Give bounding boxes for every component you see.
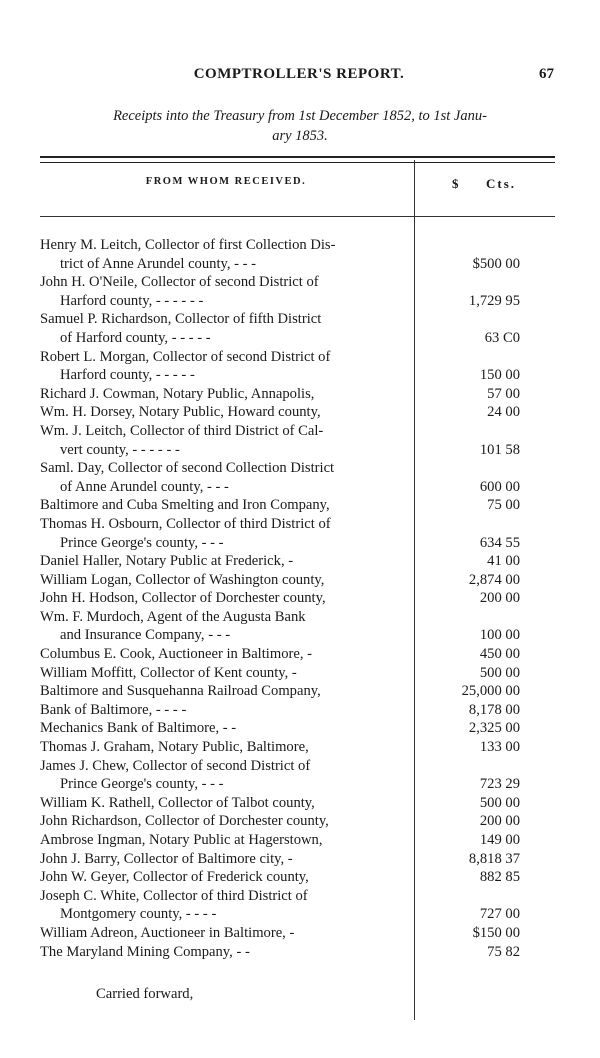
receipt-entry bbox=[40, 385, 555, 404]
receipt-amount: 150 00 bbox=[479, 367, 520, 384]
receipt-amount: 600 00 bbox=[479, 478, 520, 495]
receipt-payer bbox=[40, 552, 412, 571]
receipt-entry bbox=[40, 459, 555, 496]
payer-line: Daniel Haller, Notary Public at Frederick, - bbox=[40, 553, 294, 570]
receipt-entry bbox=[40, 738, 555, 757]
page-header bbox=[40, 66, 558, 90]
receipt-amount: 500 00 bbox=[479, 664, 520, 681]
receipt-entry bbox=[40, 571, 555, 590]
receipt-amount: 25,000 00 bbox=[461, 683, 520, 700]
payer-line: Wm. J. Leitch, Collector of third District of Cal- bbox=[40, 422, 324, 439]
receipt-payer bbox=[40, 496, 412, 515]
payer-line: Saml. Day, Collector of second Collection District bbox=[40, 460, 335, 477]
receipt-entry bbox=[40, 850, 555, 869]
caption-line-1: Receipts into the Treasury from 1st December 1852, to 1st Janu- bbox=[113, 108, 487, 124]
payer-line: Henry M. Leitch, Collector of first Collection Dis- bbox=[40, 237, 336, 253]
payer-line-continued: and Insurance Company, - - - bbox=[60, 627, 231, 644]
receipt-payer bbox=[40, 682, 412, 701]
receipt-payer bbox=[40, 738, 412, 757]
receipt-entry bbox=[40, 422, 555, 459]
receipt-payer bbox=[40, 403, 412, 422]
receipt-amount: 2,874 00 bbox=[468, 571, 520, 588]
receipt-entry bbox=[40, 757, 555, 794]
payer-line-continued: Harford county, - - - - - bbox=[60, 367, 195, 384]
payer-line: Joseph C. White, Collector of third District of bbox=[40, 887, 308, 904]
receipt-amount: 75 00 bbox=[487, 497, 520, 514]
payer-line: Samuel P. Richardson, Collector of fifth District bbox=[40, 311, 322, 328]
receipt-payer bbox=[40, 273, 412, 310]
receipt-amount: 450 00 bbox=[479, 646, 520, 663]
receipt-amount: 8,178 00 bbox=[468, 701, 520, 718]
receipt-amount: 63 C0 bbox=[484, 329, 520, 346]
payer-line: Ambrose Ingman, Notary Public at Hagerstown, bbox=[40, 832, 323, 848]
receipt-payer bbox=[40, 850, 412, 869]
receipt-amount: 634 55 bbox=[479, 534, 520, 551]
payer-line: William Adreon, Auctioneer in Baltimore, - bbox=[40, 924, 295, 941]
receipt-entry bbox=[40, 701, 555, 720]
receipt-payer bbox=[40, 831, 412, 850]
payer-line: John J. Barry, Collector of Baltimore city, - bbox=[40, 850, 293, 867]
payer-line: William Logan, Collector of Washington county, bbox=[40, 571, 325, 588]
payer-line-continued: Harford county, - - - - - - bbox=[60, 292, 204, 309]
receipt-amount: 8,818 37 bbox=[468, 850, 520, 867]
receipt-payer bbox=[40, 422, 412, 459]
payer-line: Wm. H. Dorsey, Notary Public, Howard county, bbox=[40, 404, 321, 421]
receipt-amount: 75 82 bbox=[487, 943, 520, 960]
receipt-amount: 41 00 bbox=[487, 553, 520, 570]
table-caption bbox=[40, 106, 560, 146]
receipt-amount: 24 00 bbox=[487, 404, 520, 421]
receipt-amount: 200 00 bbox=[479, 590, 520, 607]
receipt-amount: 1,729 95 bbox=[468, 292, 520, 309]
payer-line: Thomas J. Graham, Notary Public, Baltimore, bbox=[40, 739, 309, 756]
receipt-entry bbox=[40, 273, 555, 310]
receipt-entry bbox=[40, 552, 555, 571]
receipt-entry bbox=[40, 794, 555, 813]
receipt-payer bbox=[40, 236, 412, 273]
receipt-amount: 100 00 bbox=[479, 627, 520, 644]
payer-line: William Moffitt, Collector of Kent county, - bbox=[40, 664, 297, 681]
receipt-payer bbox=[40, 310, 412, 347]
payer-line: John H. Hodson, Collector of Dorchester county, bbox=[40, 590, 326, 607]
receipt-payer bbox=[40, 757, 412, 794]
payer-line: John H. O'Neile, Collector of second District of bbox=[40, 274, 319, 291]
receipt-entry bbox=[40, 236, 555, 273]
payer-line: Mechanics Bank of Baltimore, - - bbox=[40, 720, 237, 737]
receipt-entry bbox=[40, 515, 555, 552]
receipt-entry bbox=[40, 719, 555, 738]
receipt-entry bbox=[40, 608, 555, 645]
payer-line-continued: Prince George's county, - - - bbox=[60, 776, 224, 793]
payer-line: William K. Rathell, Collector of Talbot county, bbox=[40, 794, 315, 811]
receipt-payer bbox=[40, 385, 412, 404]
receipt-payer bbox=[40, 589, 412, 608]
receipt-entry bbox=[40, 831, 555, 850]
receipt-amount: 200 00 bbox=[479, 813, 520, 830]
receipts-list bbox=[40, 236, 555, 961]
receipt-entry bbox=[40, 868, 555, 887]
receipt-payer bbox=[40, 924, 412, 943]
receipt-entry bbox=[40, 348, 555, 385]
receipt-entry bbox=[40, 682, 555, 701]
receipt-entry bbox=[40, 403, 555, 422]
receipt-payer bbox=[40, 868, 412, 887]
receipt-payer bbox=[40, 348, 412, 385]
receipt-amount: 723 29 bbox=[479, 776, 520, 793]
payer-line-continued: trict of Anne Arundel county, - - - bbox=[60, 255, 257, 272]
receipt-amount: 882 85 bbox=[479, 869, 520, 886]
payer-line: Robert L. Morgan, Collector of second District of bbox=[40, 348, 331, 365]
receipt-entry bbox=[40, 310, 555, 347]
payer-line: John W. Geyer, Collector of Frederick county, bbox=[40, 869, 309, 886]
payer-line: Bank of Baltimore, - - - - bbox=[40, 701, 187, 718]
payer-line-continued: vert county, - - - - - - bbox=[60, 441, 180, 458]
receipt-entry bbox=[40, 589, 555, 608]
receipt-amount: 2,325 00 bbox=[468, 720, 520, 737]
payer-line: John Richardson, Collector of Dorchester county, bbox=[40, 813, 329, 830]
receipt-entry bbox=[40, 924, 555, 943]
payer-line: Baltimore and Susquehanna Railroad Company, bbox=[40, 683, 321, 700]
header-double-rule bbox=[40, 156, 555, 163]
receipt-amount: 133 00 bbox=[479, 739, 520, 756]
report-title: COMPTROLLER'S REPORT. bbox=[193, 66, 405, 82]
payer-line: Baltimore and Cuba Smelting and Iron Company, bbox=[40, 497, 330, 514]
caption-line-2: ary 1853. bbox=[272, 128, 328, 144]
receipt-payer bbox=[40, 719, 412, 738]
page-number: 67 bbox=[539, 66, 554, 82]
receipt-amount: 57 00 bbox=[487, 385, 520, 402]
payer-line-continued: Prince George's county, - - - bbox=[60, 534, 224, 551]
receipt-payer bbox=[40, 571, 412, 590]
receipt-payer bbox=[40, 943, 412, 962]
receipt-entry bbox=[40, 496, 555, 515]
receipt-payer bbox=[40, 812, 412, 831]
receipt-payer bbox=[40, 794, 412, 813]
payer-line-continued: of Anne Arundel county, - - - bbox=[60, 478, 229, 495]
receipt-entry bbox=[40, 645, 555, 664]
receipt-amount: 101 58 bbox=[479, 441, 520, 458]
column-header-cents: Cts. bbox=[486, 176, 517, 191]
receipt-payer bbox=[40, 608, 412, 645]
receipt-payer bbox=[40, 887, 412, 924]
payer-line: Wm. F. Murdoch, Agent of the Augusta Bank bbox=[40, 608, 306, 625]
receipt-entry bbox=[40, 812, 555, 831]
carried-forward-label: Carried forward, bbox=[96, 986, 194, 1002]
receipt-payer bbox=[40, 515, 412, 552]
payer-line: The Maryland Mining Company, - - bbox=[40, 943, 250, 960]
payer-line-continued: of Harford county, - - - - - bbox=[60, 329, 211, 346]
column-header-dollars: $ bbox=[452, 176, 461, 191]
receipt-amount: $500 00 bbox=[472, 255, 520, 272]
receipt-amount: 149 00 bbox=[479, 832, 520, 848]
receipt-payer bbox=[40, 459, 412, 496]
receipt-entry bbox=[40, 943, 555, 962]
header-bottom-rule bbox=[40, 216, 555, 217]
receipt-payer bbox=[40, 664, 412, 683]
receipt-amount: 727 00 bbox=[479, 906, 520, 923]
payer-line: Thomas H. Osbourn, Collector of third District of bbox=[40, 515, 331, 532]
column-header-from-whom: FROM WHOM RECEIVED. bbox=[145, 176, 307, 187]
payer-line: James J. Chew, Collector of second District of bbox=[40, 757, 311, 774]
receipt-amount: 500 00 bbox=[479, 794, 520, 811]
receipt-payer bbox=[40, 645, 412, 664]
receipt-payer bbox=[40, 701, 412, 720]
receipt-entry bbox=[40, 664, 555, 683]
payer-line: Columbus E. Cook, Auctioneer in Baltimore, - bbox=[40, 646, 312, 663]
payer-line: Richard J. Cowman, Notary Public, Annapolis, bbox=[40, 385, 315, 402]
column-header-amount bbox=[418, 176, 555, 196]
receipt-entry bbox=[40, 887, 555, 924]
payer-line-continued: Montgomery county, - - - - bbox=[60, 906, 217, 923]
receipt-amount: $150 00 bbox=[472, 924, 520, 941]
